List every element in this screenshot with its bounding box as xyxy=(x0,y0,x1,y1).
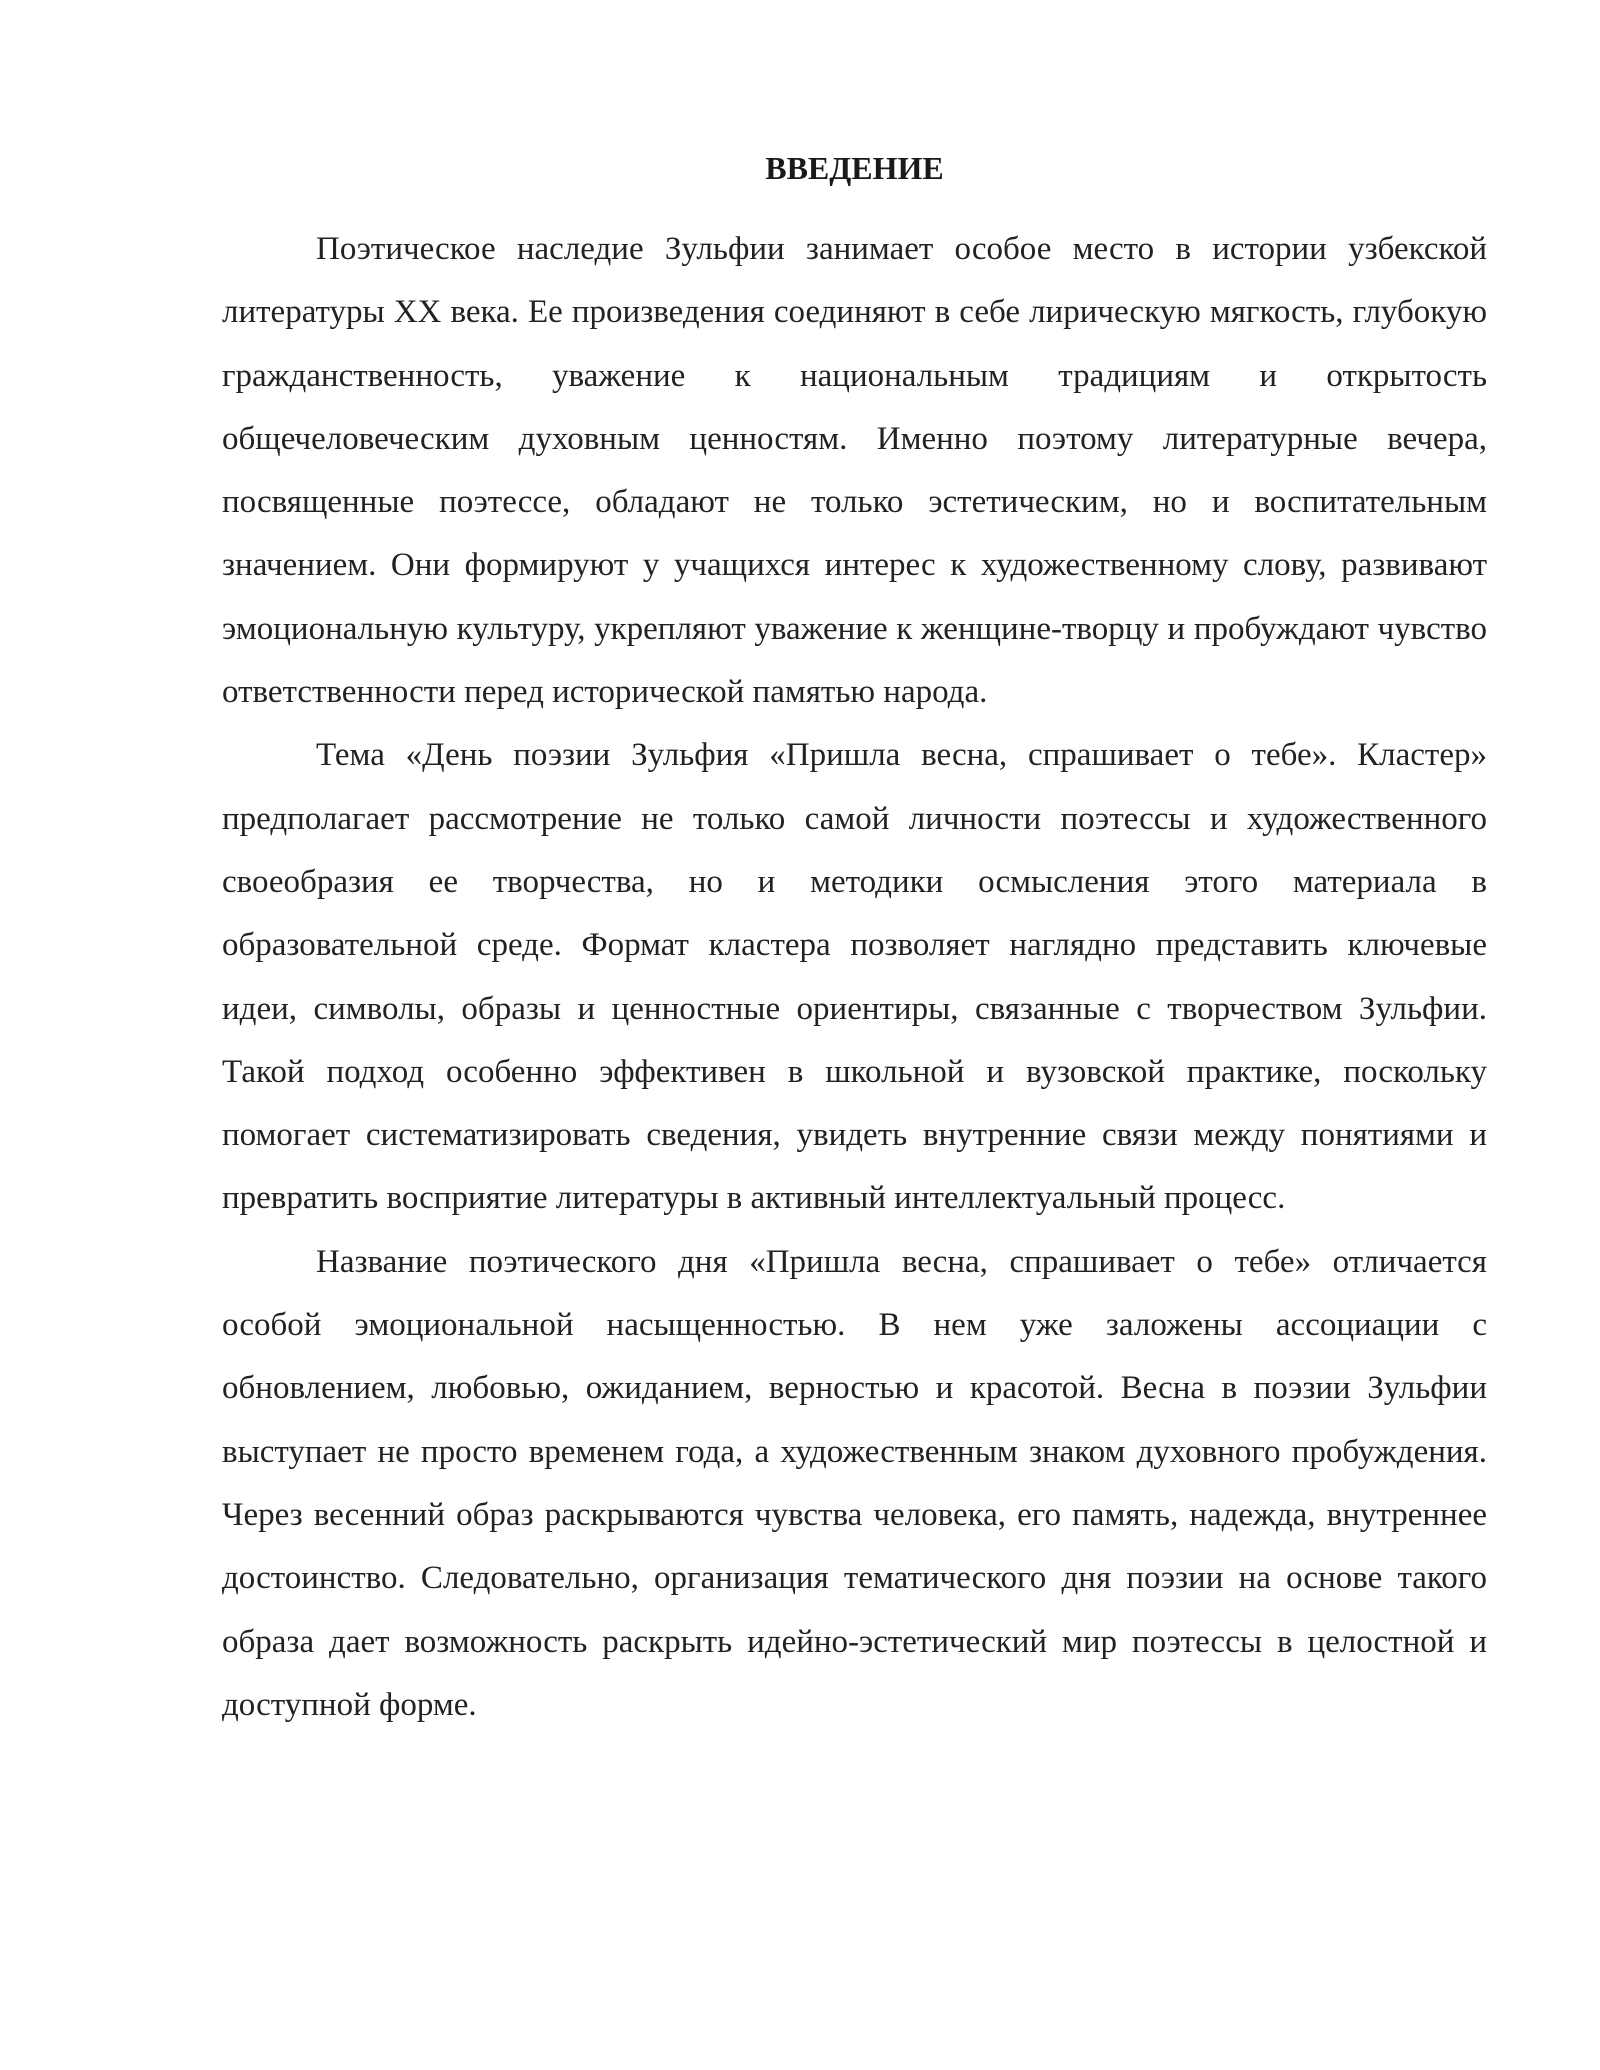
paragraph-1: Поэтическое наследие Зульфии занимает особое место в истории узбекской литературы XX века. Ее произведения соединяют в себе лирическую мягкость, глубокую гражданственность, уважение к национальным традициям и открытость общечеловеческим духовным ценностям. Именно поэтому литературные вечера, посвященные поэтессе, обладают не только эстетическим, но и воспитательным значением. Они формируют у учащихся интерес к художественному слову, развивают эмоциональную культуру, укрепляют уважение к женщине-творцу и пробуждают чувство ответственности перед исторической памятью народа. xyxy=(222,231,1487,711)
page-title: ВВЕДЕНИЕ xyxy=(765,150,944,186)
document-body xyxy=(222,218,1487,1737)
paragraph-3: Название поэтического дня «Пришла весна, спрашивает о тебе» отличается особой эмоциональной насыщенностью. В нем уже заложены ассоциации с обновлением, любовью, ожиданием, верностью и красотой. Весна в поэзии Зульфии выступает не просто временем года, а художественным знаком духовного пробуждения. Через весенний образ раскрываются чувства человека, его память, надежда, внутреннее достоинство. Следовательно, организация тематического дня поэзии на основе такого образа дает возможность раскрыть идейно-эстетический мир поэтессы в целостной и доступной форме. xyxy=(222,1243,1487,1723)
paragraph-2: Тема «День поэзии Зульфия «Пришла весна, спрашивает о тебе». Кластер» предполагает рассмотрение не только самой личности поэтессы и художественного своеобразия ее творчества, но и методики осмысления этого материала в образовательной среде. Формат кластера позволяет наглядно представить ключевые идеи, символы, образы и ценностные ориентиры, связанные с творчеством Зульфии. Такой подход особенно эффективен в школьной и вузовской практике, поскольку помогает систематизировать сведения, увидеть внутренние связи между понятиями и превратить восприятие литературы в активный интеллектуальный процесс. xyxy=(222,737,1487,1217)
